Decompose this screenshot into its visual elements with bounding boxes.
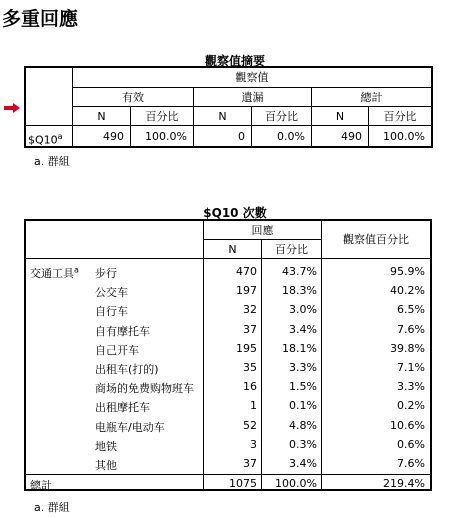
table2-cell-n: 195: [236, 342, 257, 355]
table2-cell-pct: 4.8%: [289, 419, 317, 432]
table2-row-label: 出租摩托车: [95, 401, 150, 414]
table2-cell-pct: 0.1%: [289, 399, 317, 412]
table2-row-label: 商场的免费购物班车: [95, 382, 194, 395]
table1-cell: 490: [312, 126, 369, 148]
table2-cell-n: 1: [250, 399, 257, 412]
frequency-table[interactable]: [24, 219, 432, 491]
table1-col-n: N: [73, 107, 131, 126]
table1-cell: 100.0%: [383, 130, 425, 143]
table2-row-label: 公交车: [95, 286, 128, 299]
case-summary-table[interactable]: [24, 66, 433, 148]
table2-total-label: 總計: [30, 479, 52, 492]
table2-cell-pct: 3.3%: [289, 361, 317, 374]
table2-cell-pct: 1.5%: [289, 380, 317, 393]
table2-row-label: 其他: [95, 459, 117, 472]
table2-cell-pct-cases: 7.6%: [397, 457, 425, 470]
table2-header-pct-cases: 觀察值百分比: [322, 221, 430, 259]
table2-total-n: 1075: [229, 477, 257, 490]
table2-cell-pct-cases: 95.9%: [390, 265, 425, 278]
table2-cell-pct-cases: 7.6%: [397, 323, 425, 336]
table2-cell-n: 16: [243, 380, 257, 393]
table1-cell: 0: [194, 126, 252, 148]
table1-col-pct: 百分比: [131, 107, 194, 126]
table1-group-valid: 有效: [73, 88, 194, 107]
red-arrow-icon: [4, 103, 20, 113]
table2-cell-pct: 43.7%: [282, 265, 317, 278]
table2-cell-pct-cases: 3.3%: [397, 380, 425, 393]
table2-header-responses: 回應: [204, 221, 322, 240]
table2-cell-n: 37: [243, 323, 257, 336]
table2-cell-pct-cases: 39.8%: [390, 342, 425, 355]
table1-group-missing: 遺漏: [194, 88, 312, 107]
table2-row-label: 步行: [95, 267, 117, 280]
table2-cell-n: 52: [243, 419, 257, 432]
table2-cell-pct: 3.4%: [289, 323, 317, 336]
table2-col-pct: 百分比: [262, 240, 322, 259]
table1-corner-cell: [26, 68, 73, 126]
table2-total-pct-cases: 219.4%: [383, 477, 425, 490]
table2-cell-n: 32: [243, 303, 257, 316]
table1-cell: 0.0%: [252, 126, 312, 148]
table1-col-n: N: [312, 107, 369, 126]
table2-title: $Q10 次數: [203, 206, 267, 220]
table1-header-cases: 觀察值: [73, 68, 431, 88]
table1-cell: 490: [73, 126, 131, 148]
table2-corner-cell: [26, 221, 204, 259]
table2-cell-n: 37: [243, 457, 257, 470]
table1-cell: 100.0%: [131, 126, 194, 148]
table1-col-pct: 百分比: [369, 107, 431, 126]
table2-cell-pct-cases: 10.6%: [390, 419, 425, 432]
table2-cell-pct: 3.4%: [289, 457, 317, 470]
table1-title: 觀察值摘要: [204, 54, 265, 68]
table1-footnote: a. 群組: [34, 155, 70, 168]
table2-col-n: N: [204, 240, 262, 259]
table2-cell-pct-cases: 40.2%: [390, 284, 425, 297]
table2-row-label: 自有摩托车: [95, 325, 150, 338]
table2-cell-pct-cases: 0.6%: [397, 438, 425, 451]
table2-cell-pct-cases: 6.5%: [397, 303, 425, 316]
table2-cell-n: 197: [236, 284, 257, 297]
table1-group-total: 總計: [312, 88, 431, 107]
table2-row-label: 出租车(打的): [95, 363, 159, 376]
table2-row-label: 自行车: [95, 305, 128, 318]
table2-row-label: 地铁: [95, 440, 117, 453]
table2-cell-n: 3: [250, 438, 257, 451]
table1-col-pct: 百分比: [252, 107, 312, 126]
table2-total-pct: 100.0%: [275, 477, 317, 490]
table2-cell-pct: 18.1%: [282, 342, 317, 355]
table2-cell-pct: 18.3%: [282, 284, 317, 297]
table2-row-label: 电瓶车/电动车: [95, 421, 165, 434]
table2-cell-n: 35: [243, 361, 257, 374]
table2-cell-pct-cases: 0.2%: [397, 399, 425, 412]
table2-row-label: 自己开车: [95, 344, 139, 357]
table2-cell-pct: 3.0%: [289, 303, 317, 316]
table2-footnote: a. 群組: [34, 501, 70, 514]
table1-col-n: N: [194, 107, 252, 126]
table2-cell-pct-cases: 7.1%: [397, 361, 425, 374]
table2-cell-pct: 0.3%: [289, 438, 317, 451]
table2-category-label: 交通工具$^a$: [30, 265, 79, 280]
table2-cell-n: 470: [236, 265, 257, 278]
table1-row-label: $Q10$^a$: [28, 132, 63, 147]
page-title: 多重回應: [2, 8, 79, 30]
